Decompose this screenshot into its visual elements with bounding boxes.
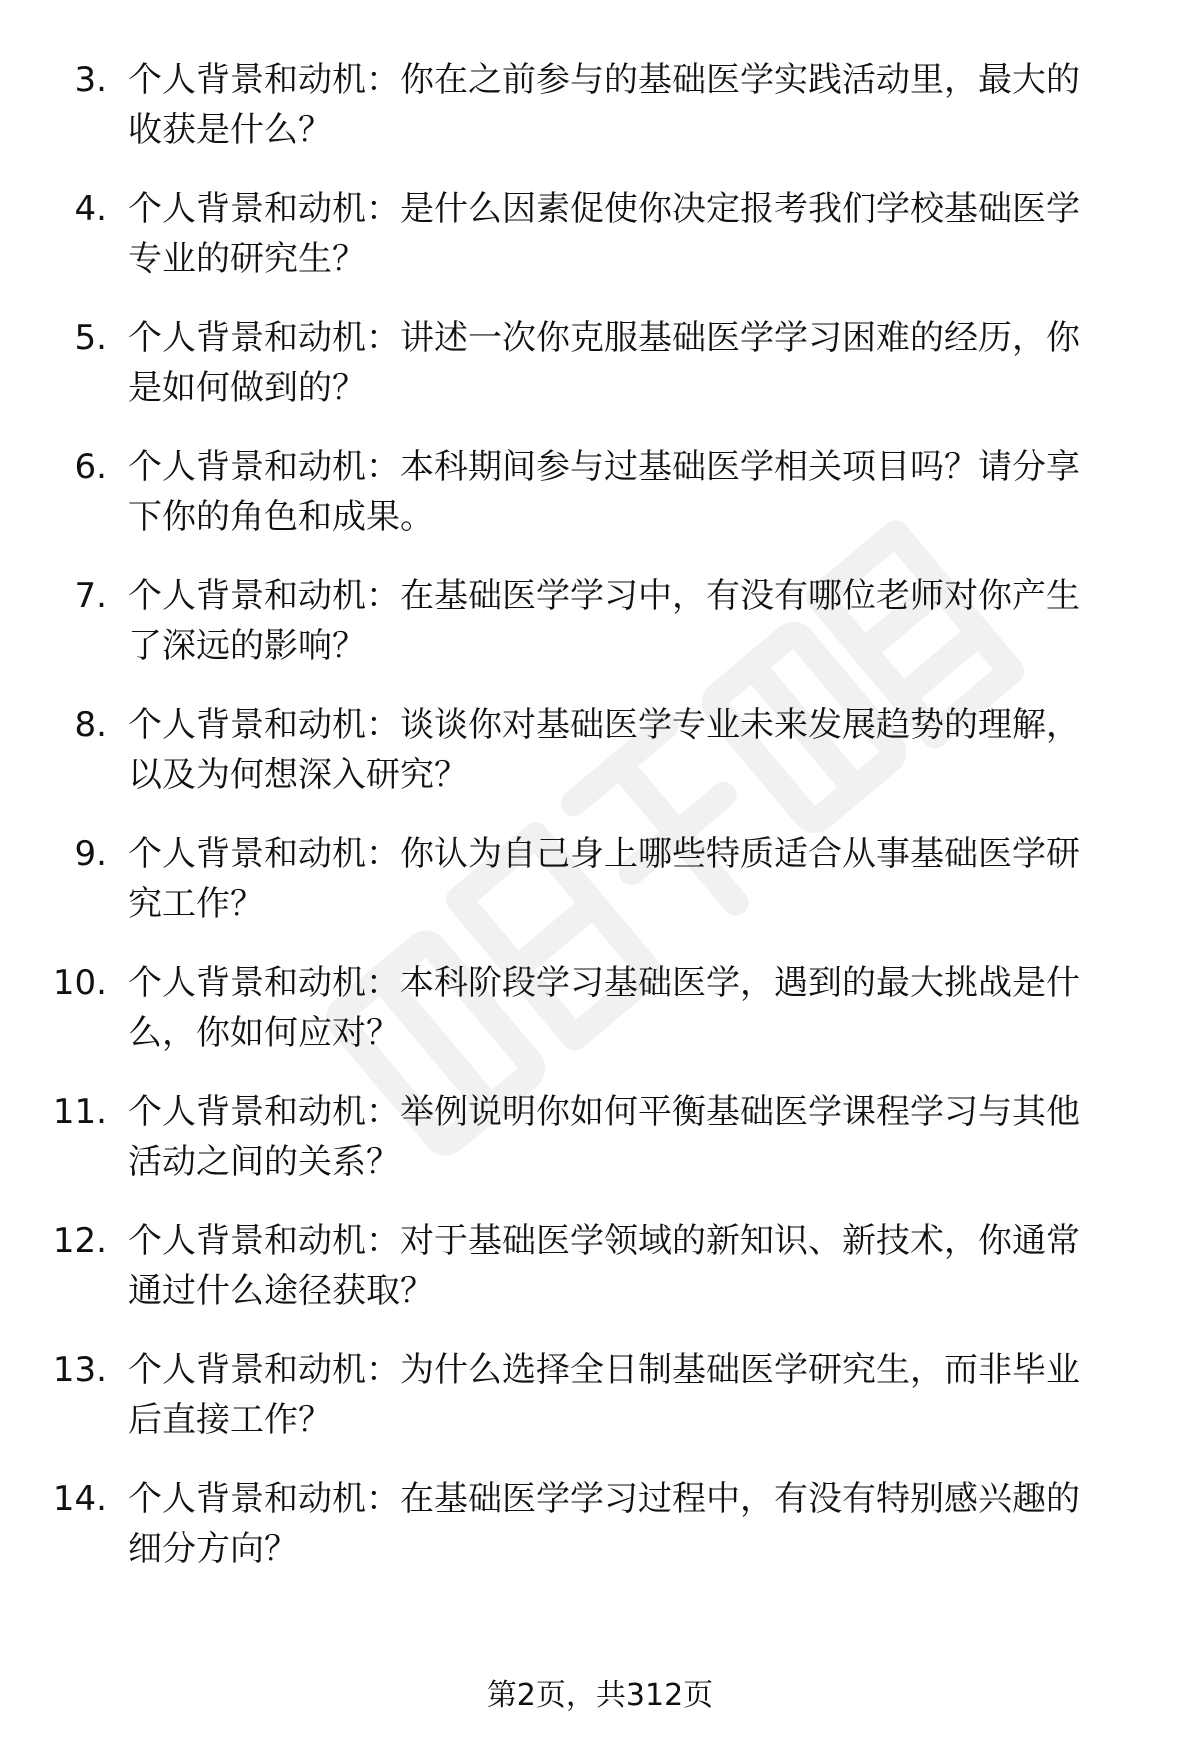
question-text [128, 55, 1133, 155]
question-line: 个人背景和动机：你在之前参与的基础医学实践活动里，最大的 [128, 60, 1080, 100]
question-line: 个人背景和动机：讲述一次你克服基础医学学习困难的经历，你 [128, 318, 1080, 358]
question-text [128, 958, 1133, 1058]
question-item [0, 442, 1200, 571]
question-text [128, 571, 1133, 671]
question-number: 12. [52, 1221, 107, 1261]
question-line: 个人背景和动机：本科期间参与过基础医学相关项目吗？请分享 [128, 447, 1080, 487]
question-line: 通过什么途径获取？ [128, 1271, 434, 1311]
question-text [128, 1216, 1133, 1316]
question-item [0, 700, 1200, 829]
question-item [0, 829, 1200, 958]
question-line: 了深远的影响？ [128, 626, 366, 666]
question-line: 细分方向？ [128, 1529, 298, 1569]
question-line: 个人背景和动机：本科阶段学习基础医学，遇到的最大挑战是什 [128, 963, 1080, 1003]
question-item [0, 958, 1200, 1087]
question-number: 9. [74, 834, 107, 874]
question-number: 13. [52, 1350, 107, 1390]
question-line: 个人背景和动机：是什么因素促使你决定报考我们学校基础医学 [128, 189, 1080, 229]
question-number: 7. [74, 576, 107, 616]
question-item [0, 184, 1200, 313]
question-number: 4. [74, 189, 107, 229]
question-line: 个人背景和动机：为什么选择全日制基础医学研究生，而非毕业 [128, 1350, 1080, 1390]
page-footer [0, 1676, 1200, 1716]
question-line: 么，你如何应对？ [128, 1013, 400, 1053]
question-number: 3. [74, 60, 107, 100]
question-text [128, 442, 1133, 542]
question-text [128, 1345, 1133, 1445]
question-item [0, 571, 1200, 700]
question-number: 6. [74, 447, 107, 487]
question-number: 11. [52, 1092, 107, 1132]
question-item [0, 1345, 1200, 1474]
question-text [128, 1087, 1133, 1187]
question-item [0, 313, 1200, 442]
question-list [0, 55, 1200, 1603]
question-line: 后直接工作？ [128, 1400, 332, 1440]
question-line: 个人背景和动机：对于基础医学领域的新知识、新技术，你通常 [128, 1221, 1080, 1261]
question-line: 收获是什么？ [128, 110, 332, 150]
question-line: 活动之间的关系？ [128, 1142, 400, 1182]
question-item [0, 1087, 1200, 1216]
question-text [128, 184, 1133, 284]
question-number: 14. [52, 1479, 107, 1519]
question-line: 个人背景和动机：在基础医学学习过程中，有没有特别感兴趣的 [128, 1479, 1080, 1519]
question-line: 个人背景和动机：在基础医学学习中，有没有哪位老师对你产生 [128, 576, 1080, 616]
question-text [128, 1474, 1133, 1574]
question-number: 8. [74, 705, 107, 745]
question-number: 10. [52, 963, 107, 1003]
question-line: 个人背景和动机：举例说明你如何平衡基础医学课程学习与其他 [128, 1092, 1080, 1132]
page-number-label: 第2页，共312页 [486, 1678, 714, 1713]
question-line: 个人背景和动机：谈谈你对基础医学专业未来发展趋势的理解， [128, 705, 1080, 745]
question-item [0, 1216, 1200, 1345]
question-text [128, 700, 1133, 800]
question-line: 专业的研究生？ [128, 239, 366, 279]
question-line: 个人背景和动机：你认为自己身上哪些特质适合从事基础医学研 [128, 834, 1080, 874]
question-line: 究工作？ [128, 884, 264, 924]
question-line: 以及为何想深入研究？ [128, 755, 468, 795]
question-line: 下你的角色和成果。 [128, 497, 434, 537]
question-text [128, 313, 1133, 413]
question-text [128, 829, 1133, 929]
question-item [0, 1474, 1200, 1603]
question-item [0, 55, 1200, 184]
question-number: 5. [74, 318, 107, 358]
question-line: 是如何做到的？ [128, 368, 366, 408]
